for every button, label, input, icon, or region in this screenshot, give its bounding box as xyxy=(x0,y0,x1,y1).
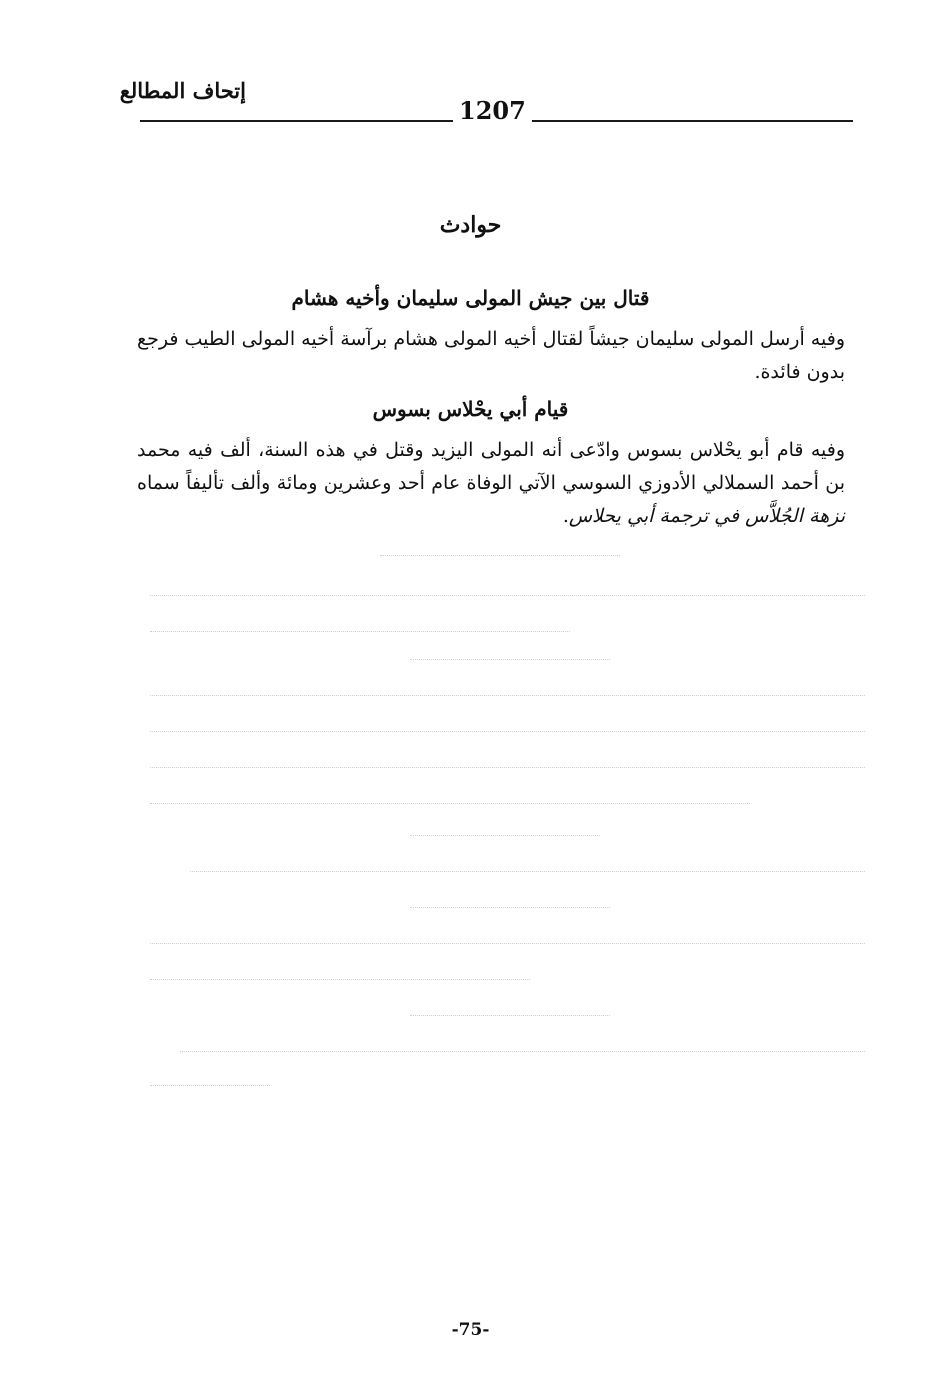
ghost-line xyxy=(410,1015,610,1017)
ghost-line xyxy=(150,979,530,981)
ghost-line xyxy=(150,631,570,633)
ghost-line xyxy=(150,731,865,733)
section-title: حوادث xyxy=(439,212,502,238)
paragraph-2-end: . xyxy=(562,505,569,527)
ghost-line xyxy=(150,767,865,769)
section-heading-2: قيام أبي يحْلاس بسوس xyxy=(372,397,569,421)
running-title: إتحاف المطالع xyxy=(119,78,246,103)
ghost-line xyxy=(150,943,865,945)
ghost-line xyxy=(180,1051,865,1053)
ghost-line xyxy=(380,555,620,557)
ghost-line xyxy=(410,907,610,909)
bleed-through-text xyxy=(150,555,865,1095)
section-paragraph-2 xyxy=(137,434,845,533)
ghost-line xyxy=(150,695,865,697)
ghost-line xyxy=(150,1085,270,1087)
section-paragraph-1: وفيه أرسل المولى سليمان جيشاً لقتال أخيه المولى هشام برآسة أخيه المولى الطيب فرجع بدون فائدة. xyxy=(137,328,845,383)
ghost-line xyxy=(150,595,865,597)
page-number: -75- xyxy=(451,1320,490,1340)
year-heading: 1207 xyxy=(453,96,532,125)
ghost-line xyxy=(410,835,600,837)
book-title: نزهة الجُلاَّس في ترجمة أبي يحلاس xyxy=(568,505,845,527)
ghost-line xyxy=(190,871,865,873)
section-heading-1: قتال بين جيش المولى سليمان وأخيه هشام xyxy=(291,286,650,310)
ghost-line xyxy=(150,803,750,805)
paragraph-2-text: وفيه قام أبو يحْلاس بسوس وادّعى أنه المولى اليزيد وقتل في هذه السنة، ألف فيه محمد بن أحمد السملالي الأدوزي السوسي الآتي الوفاة عام أحد وعشرين ومائة وألف تأليفاً سماه xyxy=(137,439,845,494)
ghost-line xyxy=(410,659,610,661)
